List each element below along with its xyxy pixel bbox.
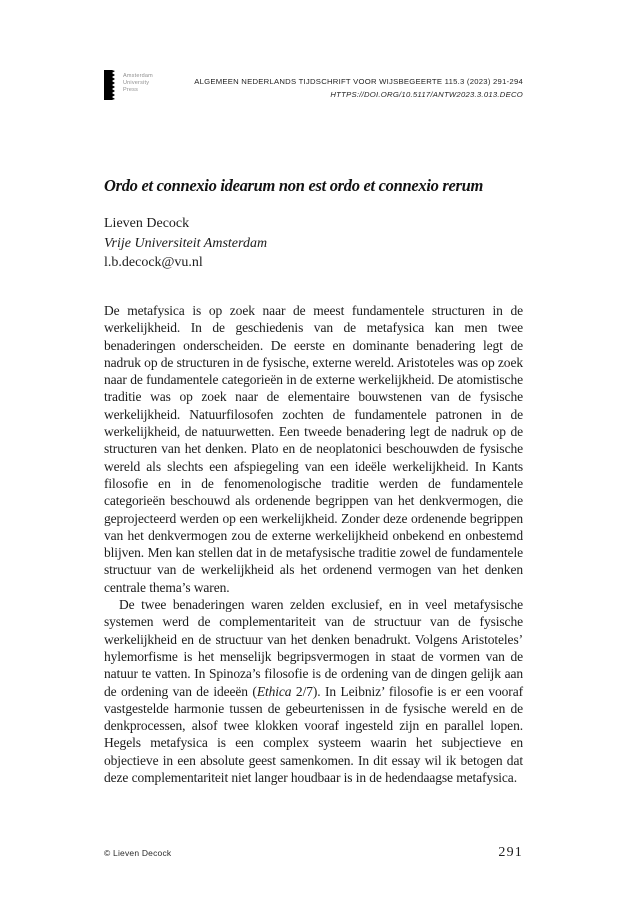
publisher-line-3: Press	[123, 87, 139, 93]
paragraph-2-italic-work-title: Ethica	[256, 683, 292, 699]
copyright-notice: © Lieven Decock	[104, 848, 172, 858]
article-body	[104, 302, 523, 786]
publisher-logo	[104, 70, 153, 100]
publisher-name	[123, 70, 153, 100]
journal-info	[194, 75, 523, 101]
paragraph-2-text-before: De twee benaderingen waren zelden exclusief, en in veel metafysische systemen werd de complementariteit van de structuur van de fysische werkelijkheid en de structuur van het denken benadrukt. Volgens Aristoteles’ hylemorfisme is het menselijk begripsvermogen in staat de vormen van de natuur te vatten. In Spinoza’s filosofie is de ordening van de dingen gelijk aan de ordening van de ideeën (	[104, 597, 523, 699]
paragraph-1: De metafysica is op zoek naar de meest fundamentele structuren in de werkelijkheid. In de geschiedenis van de metafysica kan men twee benaderingen onderscheiden. De eerste en dominante benadering legt de nadruk op de structuren in de fysische, externe wereld. Aristoteles was op zoek naar de fundamentele categorieën in de externe werkelijkheid. De atomistische traditie was op zoek naar de elementaire bouwstenen van de fysische werkelijkheid. Natuurfilosofen zochten de fundamentele patronen in de werkelijkheid, de natuurwetten. Een tweede benadering legt de nadruk op de structuren van het denken. Plato en de neoplatonici beschouwden de fysische wereld als slechts een afspiegeling van een ideële werkelijkheid. In Kants filosofie en in de fenomenologische traditie werden de fundamentele categorieën beschouwd als ordenende begrippen van het denkvermogen, die geprojecteerd werden op een werkelijkheid. Zonder deze ordenende begrippen van het denkvermogen zou de externe werkelijkheid onbekend en onbestemd blijven. Men kan stellen dat in de metafysische traditie zowel de fundamentele structuur van de werkelijkheid als het ordenend vermogen van het denken centrale thema’s waren.	[104, 303, 523, 595]
publisher-line-2: University	[123, 80, 150, 86]
publisher-line-1: Amsterdam	[123, 73, 153, 79]
page-header	[104, 70, 523, 101]
page-number: 291	[498, 845, 523, 860]
paragraph-2	[104, 596, 523, 786]
doi-line: HTTPS://DOI.ORG/10.5117/ANTW2023.3.013.DECO	[330, 90, 523, 99]
author-name: Lieven Decock	[104, 216, 190, 231]
page-footer	[104, 845, 523, 861]
article-title: Ordo et connexio idearum non est ordo et connexio rerum	[104, 176, 484, 195]
aup-logo-icon	[104, 70, 116, 100]
author-affiliation: Vrije Universiteit Amsterdam	[104, 235, 268, 251]
journal-citation-line: ALGEMEEN NEDERLANDS TIJDSCHRIFT VOOR WIJSBEGEERTE 115.3 (2023) 291-294	[194, 77, 523, 86]
paragraph-2-text-after: 2/7). In Leibniz’ filosofie is er een vooraf vastgestelde harmonie tussen de gebeurtenissen in de fysische wereld en de denkprocessen, alsof twee klokken vooraf ingesteld zijn en parallel lopen. Hegels metafysica is een complex systeem waarin het subjectieve en objectieve in een absolute geest samenkomen. In dit essay wil ik betogen dat deze complementariteit niet langer houdbaar is in de hedendaagse metafysica.	[104, 683, 523, 786]
author-email: l.b.decock@vu.nl	[104, 255, 203, 270]
author-block	[104, 214, 267, 273]
